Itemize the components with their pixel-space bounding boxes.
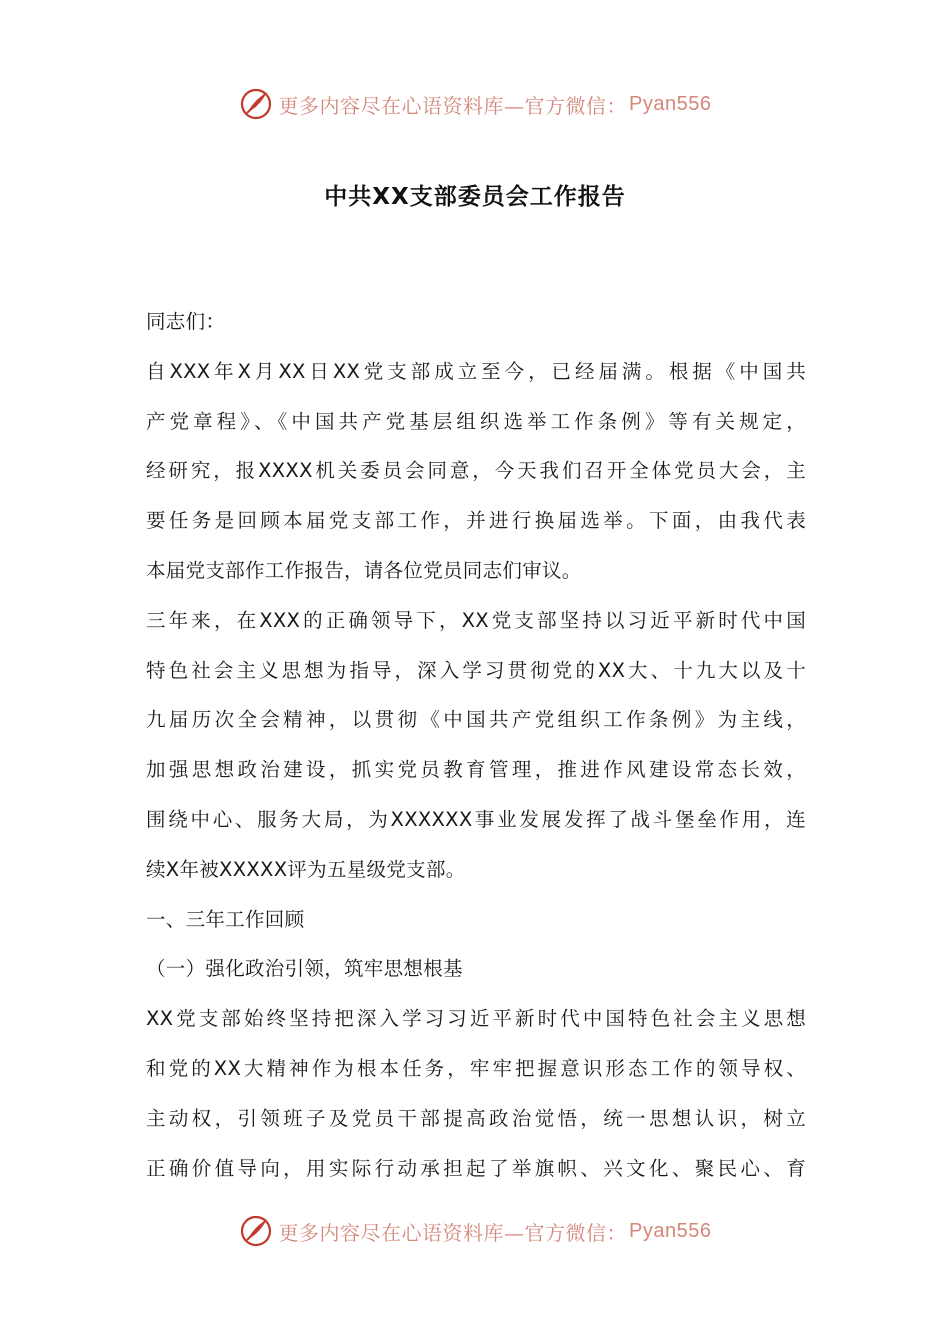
document-body <box>146 297 806 1193</box>
watermark-text: 更多内容尽在心语资料库—官方微信： <box>278 93 628 118</box>
quill-logo-icon <box>239 87 273 121</box>
quill-logo-icon <box>239 1214 273 1248</box>
watermark-footer <box>0 1211 950 1251</box>
watermark-header <box>0 84 950 124</box>
body-line: 围绕中心、服务大局，为XXXXXX事业发展发挥了战斗堡垒作用，连 <box>146 807 806 831</box>
body-line: 九届历次全会精神，以贯彻《中国共产党组织工作条例》为主线， <box>146 708 806 732</box>
body-line: 特色社会主义思想为指导，深入学习贯彻党的XX大、十九大以及十 <box>146 658 806 682</box>
body-line: 产党章程》、《中国共产党基层组织选举工作条例》等有关规定， <box>146 409 806 433</box>
body-line: 加强思想政治建设，抓实党员教育管理，推进作风建设常态长效， <box>146 758 806 782</box>
document-title: 中共XX支部委员会工作报告 <box>324 184 626 210</box>
body-line: XX党支部始终坚持把深入学习习近平新时代中国特色社会主义思想 <box>146 1007 806 1031</box>
body-line: 本届党支部作工作报告，请各位党员同志们审议。 <box>146 558 582 582</box>
body-line: 和党的XX大精神作为根本任务，牢牢把握意识形态工作的领导权、 <box>146 1056 806 1080</box>
body-line: 经研究，报XXXX机关委员会同意，今天我们召开全体党员大会，主 <box>146 459 806 483</box>
body-line: 正确价值导向，用实际行动承担起了举旗帜、兴文化、聚民心、育 <box>146 1156 806 1180</box>
body-line: 三年来，在XXX的正确领导下，XX党支部坚持以习近平新时代中国 <box>146 608 806 632</box>
body-line: 要任务是回顾本届党支部工作，并进行换届选举。下面，由我代表 <box>146 509 806 533</box>
watermark-text: 更多内容尽在心语资料库—官方微信： <box>278 1220 628 1245</box>
watermark-handle: Pyan556 <box>629 1219 712 1242</box>
section-heading: 一、三年工作回顾 <box>146 907 305 931</box>
body-line: 同志们： <box>146 310 226 333</box>
body-line: 续X年被XXXXX评为五星级党支部。 <box>146 857 466 881</box>
body-line: 主动权，引领班子及党员干部提高政治觉悟，统一思想认识，树立 <box>146 1106 806 1130</box>
body-line: 自XXX年X月XX日XX党支部成立至今，已经届满。根据《中国共 <box>146 359 806 383</box>
subsection-heading: （一）强化政治引领，筑牢思想根基 <box>146 957 463 981</box>
watermark-handle: Pyan556 <box>629 92 712 115</box>
